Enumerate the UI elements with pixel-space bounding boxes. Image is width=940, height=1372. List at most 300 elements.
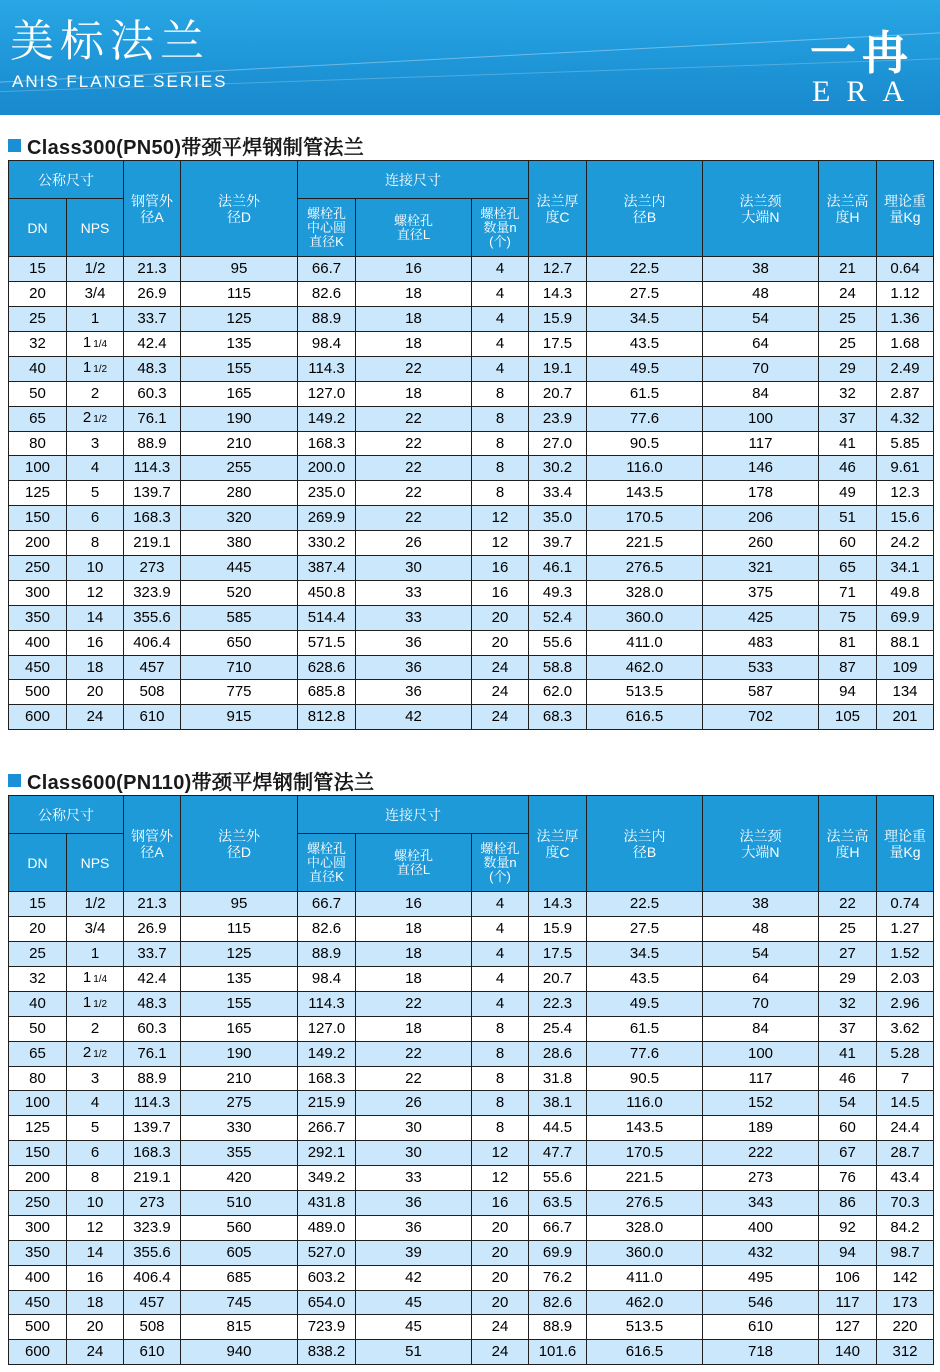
table-cell: 206 <box>703 506 819 531</box>
table-cell: 5.28 <box>877 1041 934 1066</box>
table-row <box>9 1240 934 1265</box>
table-cell: 16 <box>472 556 529 581</box>
table-cell: 7 <box>877 1066 934 1091</box>
table-row <box>9 431 934 456</box>
table-cell: 41 <box>819 431 877 456</box>
table-cell: 20 <box>472 1265 529 1290</box>
table-cell: 8 <box>472 1116 529 1141</box>
table-cell: 165 <box>181 1016 298 1041</box>
table-cell: 600 <box>9 705 67 730</box>
table-cell: 815 <box>181 1315 298 1340</box>
table-cell: 3/4 <box>67 281 124 306</box>
table-cell: 22.5 <box>587 892 703 917</box>
table-cell: 320 <box>181 506 298 531</box>
table-cell: 3.62 <box>877 1016 934 1041</box>
table-cell: 343 <box>703 1191 819 1216</box>
table-row <box>9 281 934 306</box>
table-cell: 117 <box>703 1066 819 1091</box>
table-cell: 20 <box>472 605 529 630</box>
table-cell: 76 <box>819 1166 877 1191</box>
table-cell: 84 <box>703 1016 819 1041</box>
table-cell: 292.1 <box>298 1141 356 1166</box>
table-cell: 125 <box>9 1116 67 1141</box>
table-cell: 61.5 <box>587 381 703 406</box>
table-cell: 685 <box>181 1265 298 1290</box>
table-cell: 14 <box>67 1240 124 1265</box>
table-cell: 16 <box>356 892 472 917</box>
col-header-bolt-hole: 螺栓孔直径L <box>356 199 472 257</box>
table-cell: 201 <box>877 705 934 730</box>
table-cell: 190 <box>181 1041 298 1066</box>
table-cell: 34.5 <box>587 941 703 966</box>
table-cell: 39.7 <box>529 531 587 556</box>
table-cell: 36 <box>356 655 472 680</box>
table-cell: 14.3 <box>529 892 587 917</box>
table-cell: 16 <box>472 580 529 605</box>
table-cell: 221.5 <box>587 1166 703 1191</box>
flange-table-class600 <box>8 795 934 1365</box>
table-cell: 20 <box>67 680 124 705</box>
table-cell: 88.9 <box>124 431 181 456</box>
table-cell: 42.4 <box>124 966 181 991</box>
section-title-class300 <box>8 133 364 157</box>
table-cell: 15.6 <box>877 506 934 531</box>
table-cell: 276.5 <box>587 556 703 581</box>
table-cell: 6 <box>67 506 124 531</box>
table-cell: 273 <box>703 1166 819 1191</box>
col-header-thickness: 法兰厚度C <box>529 796 587 892</box>
table-cell: 483 <box>703 630 819 655</box>
table-cell: 143.5 <box>587 1116 703 1141</box>
table-cell: 22 <box>356 481 472 506</box>
table-cell: 48 <box>703 281 819 306</box>
table-cell: 1 1/4 <box>67 966 124 991</box>
table-cell: 20 <box>9 916 67 941</box>
table-cell: 82.6 <box>298 281 356 306</box>
col-header-weight: 理论重量Kg <box>877 796 934 892</box>
table-cell: 12 <box>472 506 529 531</box>
table-cell: 4 <box>67 456 124 481</box>
table-cell: 276.5 <box>587 1191 703 1216</box>
table-cell: 12 <box>67 580 124 605</box>
table-cell: 16 <box>67 1265 124 1290</box>
table-cell: 127.0 <box>298 381 356 406</box>
table-cell: 360.0 <box>587 1240 703 1265</box>
table-cell: 18 <box>356 381 472 406</box>
table-cell: 26.9 <box>124 281 181 306</box>
table-cell: 12 <box>67 1215 124 1240</box>
table-cell: 280 <box>181 481 298 506</box>
table-cell: 462.0 <box>587 655 703 680</box>
table-cell: 77.6 <box>587 406 703 431</box>
table-cell: 300 <box>9 580 67 605</box>
col-header-height: 法兰高度H <box>819 796 877 892</box>
table-cell: 450.8 <box>298 580 356 605</box>
table-cell: 4 <box>472 331 529 356</box>
col-header-pipe-od: 钢管外径A <box>124 161 181 257</box>
table-cell: 95 <box>181 257 298 282</box>
table-row <box>9 257 934 282</box>
col-header-bolt-count: 螺栓孔数量n(个) <box>472 199 529 257</box>
table-row <box>9 481 934 506</box>
table-cell: 328.0 <box>587 1215 703 1240</box>
table-cell: 210 <box>181 1066 298 1091</box>
table-cell: 27.5 <box>587 916 703 941</box>
table-cell: 23.9 <box>529 406 587 431</box>
table-cell: 38.1 <box>529 1091 587 1116</box>
table-cell: 420 <box>181 1166 298 1191</box>
table-cell: 54 <box>703 941 819 966</box>
table-cell: 165 <box>181 381 298 406</box>
table-cell: 90.5 <box>587 431 703 456</box>
page-title: 美标法兰 <box>10 16 210 67</box>
table-cell: 610 <box>124 705 181 730</box>
table-cell: 8 <box>472 431 529 456</box>
table-cell: 812.8 <box>298 705 356 730</box>
table-cell: 100 <box>703 1041 819 1066</box>
table-cell: 20 <box>9 281 67 306</box>
col-header-connection: 连接尺寸 <box>298 161 529 199</box>
table-cell: 142 <box>877 1265 934 1290</box>
table-cell: 46.1 <box>529 556 587 581</box>
table-cell: 2.49 <box>877 356 934 381</box>
table-cell: 66.7 <box>529 1215 587 1240</box>
col-header-connection: 连接尺寸 <box>298 796 529 834</box>
table-cell: 1 1/2 <box>67 991 124 1016</box>
page-subtitle: ANIS FLANGE SERIES <box>12 72 228 91</box>
table-cell: 571.5 <box>298 630 356 655</box>
table-cell: 210 <box>181 431 298 456</box>
table-row <box>9 1166 934 1191</box>
table-cell: 139.7 <box>124 1116 181 1141</box>
table-cell: 266.7 <box>298 1116 356 1141</box>
table-cell: 222 <box>703 1141 819 1166</box>
table-row <box>9 331 934 356</box>
table-cell: 387.4 <box>298 556 356 581</box>
table-cell: 24.4 <box>877 1116 934 1141</box>
table-row <box>9 892 934 917</box>
col-header-dn: DN <box>9 199 67 257</box>
table-cell: 489.0 <box>298 1215 356 1240</box>
table-cell: 19.1 <box>529 356 587 381</box>
table-cell: 98.4 <box>298 331 356 356</box>
table-cell: 650 <box>181 630 298 655</box>
table-cell: 17.5 <box>529 331 587 356</box>
table-cell: 323.9 <box>124 580 181 605</box>
table-cell: 41 <box>819 1041 877 1066</box>
table-cell: 219.1 <box>124 1166 181 1191</box>
table-row <box>9 705 934 730</box>
table-cell: 82.6 <box>298 916 356 941</box>
table-cell: 81 <box>819 630 877 655</box>
table-cell: 170.5 <box>587 1141 703 1166</box>
table-cell: 42.4 <box>124 331 181 356</box>
table-cell: 235.0 <box>298 481 356 506</box>
table-cell: 125 <box>181 306 298 331</box>
col-header-bore: 法兰内径B <box>587 796 703 892</box>
table-cell: 88.1 <box>877 630 934 655</box>
table-row <box>9 680 934 705</box>
table-cell: 500 <box>9 1315 67 1340</box>
table-cell: 173 <box>877 1290 934 1315</box>
table-cell: 88.9 <box>529 1315 587 1340</box>
table-cell: 411.0 <box>587 630 703 655</box>
table-cell: 49.5 <box>587 356 703 381</box>
table-row <box>9 1116 934 1141</box>
table-cell: 116.0 <box>587 1091 703 1116</box>
table-cell: 24 <box>819 281 877 306</box>
table-row <box>9 1191 934 1216</box>
table-row <box>9 1290 934 1315</box>
section-title-class600 <box>8 768 374 792</box>
table-row <box>9 916 934 941</box>
table-cell: 30 <box>356 1116 472 1141</box>
table-cell: 70 <box>703 991 819 1016</box>
table-cell: 8 <box>472 481 529 506</box>
table-row <box>9 1141 934 1166</box>
table-cell: 64 <box>703 966 819 991</box>
table-cell: 406.4 <box>124 1265 181 1290</box>
table-cell: 84 <box>703 381 819 406</box>
table-cell: 1/2 <box>67 257 124 282</box>
table-cell: 22.5 <box>587 257 703 282</box>
table-cell: 125 <box>9 481 67 506</box>
table-cell: 610 <box>703 1315 819 1340</box>
table-cell: 38 <box>703 257 819 282</box>
table-cell: 54 <box>819 1091 877 1116</box>
table-cell: 48.3 <box>124 991 181 1016</box>
table-cell: 24 <box>472 680 529 705</box>
table-cell: 21.3 <box>124 257 181 282</box>
table-cell: 94 <box>819 680 877 705</box>
table-cell: 88.9 <box>124 1066 181 1091</box>
table-cell: 152 <box>703 1091 819 1116</box>
table-cell: 8 <box>472 381 529 406</box>
table-cell: 35.0 <box>529 506 587 531</box>
table-cell: 18 <box>356 281 472 306</box>
table-cell: 425 <box>703 605 819 630</box>
table-row <box>9 381 934 406</box>
table-cell: 22 <box>356 431 472 456</box>
table-row <box>9 356 934 381</box>
table-cell: 94 <box>819 1240 877 1265</box>
table-cell: 4 <box>472 257 529 282</box>
section-square-icon <box>8 139 21 152</box>
table-cell: 495 <box>703 1265 819 1290</box>
table-cell: 51 <box>356 1340 472 1365</box>
table-cell: 76.1 <box>124 406 181 431</box>
col-header-nps: NPS <box>67 834 124 892</box>
table-cell: 22 <box>356 456 472 481</box>
table-cell: 22 <box>356 356 472 381</box>
table-cell: 723.9 <box>298 1315 356 1340</box>
table-row <box>9 1066 934 1091</box>
table-cell: 275 <box>181 1091 298 1116</box>
table-cell: 8 <box>472 1066 529 1091</box>
table-cell: 273 <box>124 1191 181 1216</box>
table-cell: 37 <box>819 1016 877 1041</box>
table-cell: 54 <box>703 306 819 331</box>
table-cell: 431.8 <box>298 1191 356 1216</box>
table-cell: 31.8 <box>529 1066 587 1091</box>
table-cell: 323.9 <box>124 1215 181 1240</box>
table-cell: 32 <box>819 381 877 406</box>
table-cell: 12.7 <box>529 257 587 282</box>
table-cell: 38 <box>703 892 819 917</box>
table-cell: 450 <box>9 1290 67 1315</box>
table-cell: 117 <box>819 1290 877 1315</box>
table-cell: 16 <box>356 257 472 282</box>
table-cell: 114.3 <box>124 456 181 481</box>
table-cell: 114.3 <box>298 991 356 1016</box>
table-cell: 8 <box>472 456 529 481</box>
table-cell: 219.1 <box>124 531 181 556</box>
table-cell: 603.2 <box>298 1265 356 1290</box>
table-cell: 5.85 <box>877 431 934 456</box>
table-cell: 22 <box>356 406 472 431</box>
table-cell: 24 <box>472 1340 529 1365</box>
table-cell: 2 <box>67 381 124 406</box>
table-cell: 1.36 <box>877 306 934 331</box>
table-cell: 508 <box>124 1315 181 1340</box>
table-cell: 328.0 <box>587 580 703 605</box>
table-cell: 80 <box>9 431 67 456</box>
table-cell: 513.5 <box>587 680 703 705</box>
table-cell: 400 <box>703 1215 819 1240</box>
table-cell: 44.5 <box>529 1116 587 1141</box>
table-cell: 400 <box>9 630 67 655</box>
table-cell: 16 <box>472 1191 529 1216</box>
table-cell: 5 <box>67 1116 124 1141</box>
table-cell: 46 <box>819 1066 877 1091</box>
table-cell: 12 <box>472 531 529 556</box>
era-logo <box>810 26 920 108</box>
col-header-hub: 法兰颈大端N <box>703 161 819 257</box>
table-cell: 2.87 <box>877 381 934 406</box>
table-cell: 15 <box>9 892 67 917</box>
table-row <box>9 556 934 581</box>
table-cell: 109 <box>877 655 934 680</box>
table-cell: 616.5 <box>587 705 703 730</box>
table-row <box>9 1091 934 1116</box>
table-cell: 200.0 <box>298 456 356 481</box>
table-cell: 33 <box>356 1166 472 1191</box>
table-cell: 520 <box>181 580 298 605</box>
table-cell: 4 <box>472 991 529 1016</box>
table-cell: 66.7 <box>298 257 356 282</box>
table-cell: 114.3 <box>124 1091 181 1116</box>
table-cell: 400 <box>9 1265 67 1290</box>
table-cell: 2 <box>67 1016 124 1041</box>
col-header-hub: 法兰颈大端N <box>703 796 819 892</box>
table-cell: 80 <box>9 1066 67 1091</box>
table-cell: 718 <box>703 1340 819 1365</box>
table-cell: 27.5 <box>587 281 703 306</box>
table-cell: 745 <box>181 1290 298 1315</box>
table-cell: 98.4 <box>298 966 356 991</box>
table-cell: 1 <box>67 306 124 331</box>
table-cell: 168.3 <box>124 506 181 531</box>
table-cell: 12 <box>472 1141 529 1166</box>
table-cell: 33 <box>356 605 472 630</box>
table-cell: 587 <box>703 680 819 705</box>
table-row <box>9 506 934 531</box>
table-cell: 36 <box>356 630 472 655</box>
table-cell: 21 <box>819 257 877 282</box>
table-cell: 20.7 <box>529 966 587 991</box>
table-cell: 34.5 <box>587 306 703 331</box>
table-cell: 117 <box>703 431 819 456</box>
table-cell: 8 <box>67 1166 124 1191</box>
table-cell: 20 <box>67 1315 124 1340</box>
table-cell: 100 <box>9 1091 67 1116</box>
table-cell: 26 <box>356 531 472 556</box>
table-cell: 49 <box>819 481 877 506</box>
table-cell: 24 <box>472 655 529 680</box>
table-cell: 10 <box>67 556 124 581</box>
flange-table-class300 <box>8 160 934 730</box>
col-header-flange-od: 法兰外径D <box>181 796 298 892</box>
table-cell: 25.4 <box>529 1016 587 1041</box>
table-cell: 406.4 <box>124 630 181 655</box>
table-cell: 0.74 <box>877 892 934 917</box>
table-cell: 2 1/2 <box>67 1041 124 1066</box>
table-cell: 25 <box>819 306 877 331</box>
table-cell: 1.12 <box>877 281 934 306</box>
table-cell: 24.2 <box>877 531 934 556</box>
table-cell: 18 <box>356 916 472 941</box>
table-cell: 14.3 <box>529 281 587 306</box>
table-cell: 60 <box>819 531 877 556</box>
table-cell: 36 <box>356 1191 472 1216</box>
col-header-height: 法兰高度H <box>819 161 877 257</box>
table-cell: 43.4 <box>877 1166 934 1191</box>
table-cell: 24 <box>67 705 124 730</box>
table-cell: 838.2 <box>298 1340 356 1365</box>
table-cell: 21.3 <box>124 892 181 917</box>
table-cell: 150 <box>9 1141 67 1166</box>
table-cell: 330.2 <box>298 531 356 556</box>
table-cell: 116.0 <box>587 456 703 481</box>
table-cell: 22 <box>819 892 877 917</box>
table-cell: 685.8 <box>298 680 356 705</box>
table-row <box>9 1041 934 1066</box>
table-cell: 24 <box>472 1315 529 1340</box>
table-cell: 1.27 <box>877 916 934 941</box>
table-cell: 45 <box>356 1315 472 1340</box>
table-cell: 220 <box>877 1315 934 1340</box>
table-cell: 4 <box>472 966 529 991</box>
table-cell: 8 <box>472 1041 529 1066</box>
table-cell: 76.2 <box>529 1265 587 1290</box>
col-header-nps: NPS <box>67 199 124 257</box>
table-cell: 349.2 <box>298 1166 356 1191</box>
table-cell: 25 <box>9 941 67 966</box>
table-cell: 255 <box>181 456 298 481</box>
table-cell: 27 <box>819 941 877 966</box>
table-cell: 12 <box>472 1166 529 1191</box>
table-cell: 8 <box>472 1091 529 1116</box>
table-cell: 1 1/4 <box>67 331 124 356</box>
table-cell: 170.5 <box>587 506 703 531</box>
col-header-bolt-circle: 螺栓孔中心圆直径K <box>298 199 356 257</box>
table-cell: 168.3 <box>298 1066 356 1091</box>
table-cell: 22 <box>356 506 472 531</box>
table-cell: 18 <box>356 966 472 991</box>
table-cell: 51 <box>819 506 877 531</box>
table-cell: 30.2 <box>529 456 587 481</box>
table-row <box>9 1340 934 1365</box>
